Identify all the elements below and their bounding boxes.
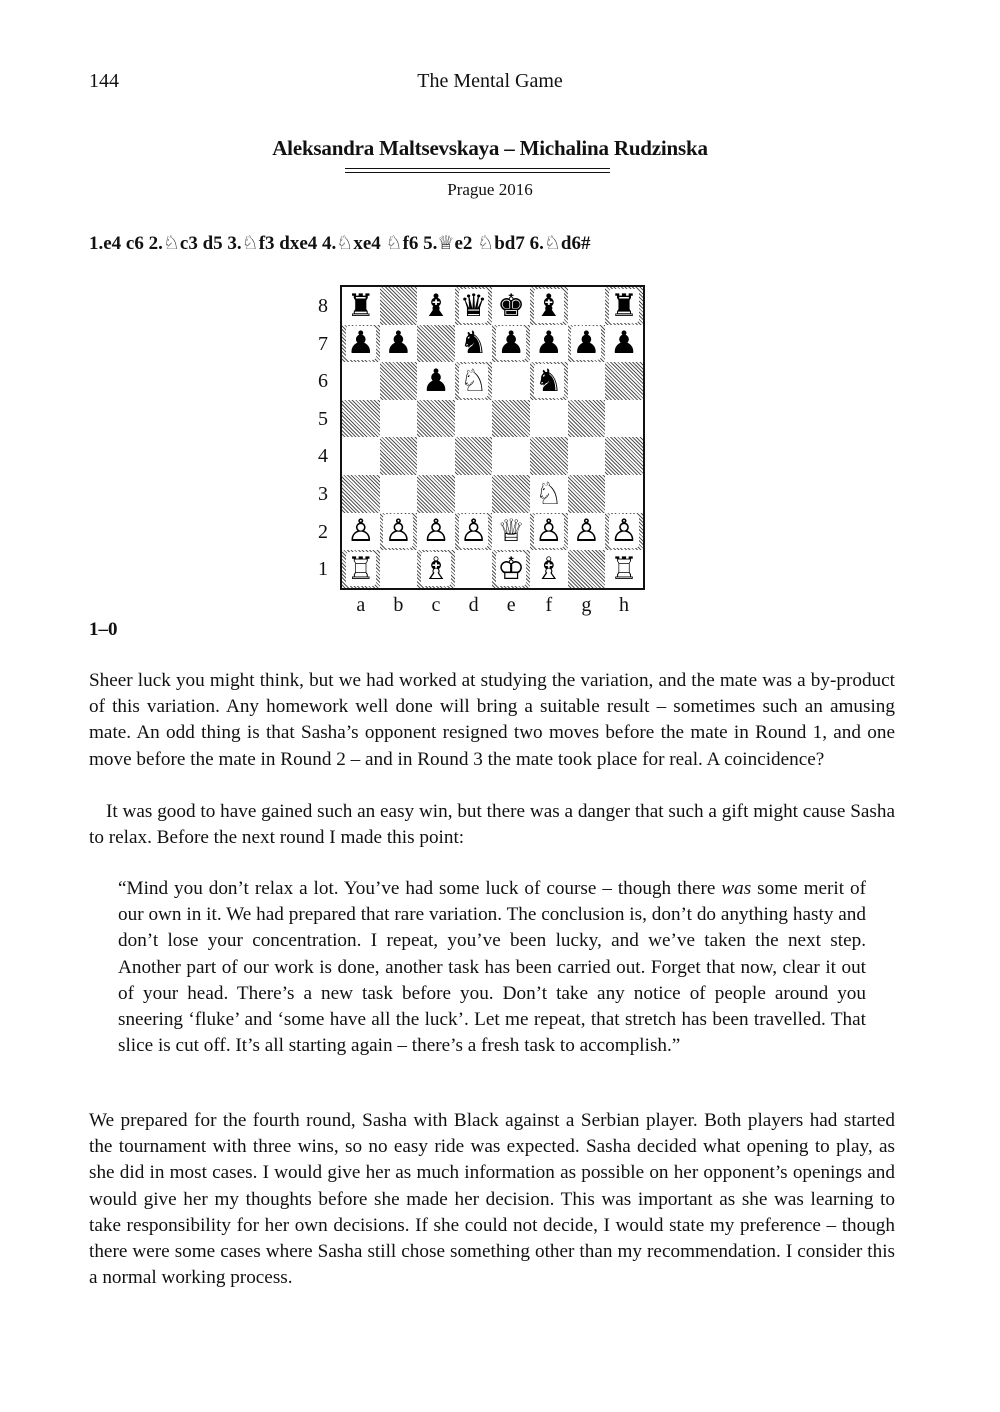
white-pawn-icon: ♙ (534, 513, 563, 550)
square-e3 (492, 475, 530, 513)
square-g4 (568, 437, 606, 475)
running-head: The Mental Game (417, 70, 563, 92)
file-label: b (393, 594, 404, 616)
square-e7 (492, 325, 530, 363)
square-d7 (455, 325, 493, 363)
game-moves (89, 232, 590, 255)
square-e8 (492, 287, 530, 325)
square-d3 (455, 475, 493, 513)
square-h5 (605, 400, 643, 438)
black-knight-icon: ♞ (459, 325, 488, 362)
square-a1 (342, 550, 380, 588)
body-paragraph: We prepared for the fourth round, Sasha with Black against a Serbian player. Both players had started the tournament with three wins, so no easy ride was expected. Sasha decided what opening to play, as she did in most cases. I would give her as much information as possible on her opponent’s openings and would give her my thoughts before she made her decision. This was important as she was learning to take responsibility for her own decisions. If she could not decide, I would state my preference – though there were some cases where Sasha still chose something other than my recommendation. I consider this a normal working process. (89, 1110, 895, 1289)
black-pawn-icon: ♟ (572, 325, 601, 362)
square-a2 (342, 513, 380, 551)
square-h6 (605, 362, 643, 400)
black-rook-icon: ♜ (346, 287, 375, 324)
square-a3 (342, 475, 380, 513)
figurine-glyph: ♕ (437, 232, 455, 254)
white-bishop-icon: ♗ (534, 550, 563, 587)
square-h3 (605, 475, 643, 513)
game-result: 1–0 (89, 619, 118, 640)
page-number: 144 (89, 70, 119, 92)
move-text: e2 (454, 233, 478, 254)
white-pawn-icon: ♙ (422, 513, 450, 550)
rank-label: 5 (318, 407, 328, 430)
square-a8 (342, 287, 380, 325)
rank-label: 8 (318, 295, 328, 317)
figurine-glyph: ♘ (385, 232, 403, 254)
file-label: d (468, 594, 479, 616)
figurine-glyph: ♘ (336, 232, 354, 254)
black-queen-icon: ♛ (459, 287, 488, 324)
square-g8 (568, 287, 606, 325)
square-f5 (530, 400, 568, 438)
black-pawn-icon: ♟ (384, 325, 413, 362)
square-c7 (417, 325, 455, 363)
white-pawn-icon: ♙ (572, 513, 601, 550)
block-quote (118, 876, 866, 1059)
square-c5 (417, 400, 455, 438)
square-c1 (417, 550, 455, 588)
quote-text: some merit of our own in it. We had prepared that rare variation. The conclusion is, don’t do anything hasty and don’t lose your concentration. I repeat, you’ve been lucky, and we’ve taken the next step. Another part of our work is done, another task has been carried out. Forget that now, clear it out of your head. There’s a new task before you. Don’t take any notice of people around you sneering ‘fluke’ and ‘some have all the luck’. Let me repeat, that stretch has been travelled. That slice is cut off. It’s all starting again – there’s a fresh task to accomplish.” (118, 878, 866, 1057)
square-d2 (455, 513, 493, 551)
file-label: h (618, 594, 629, 616)
square-f4 (530, 437, 568, 475)
figurine-glyph: ♘ (241, 232, 259, 254)
square-b3 (380, 475, 418, 513)
square-b8 (380, 287, 418, 325)
black-bishop-icon: ♝ (422, 287, 450, 324)
black-bishop-icon: ♝ (534, 287, 563, 324)
square-c3 (417, 475, 455, 513)
square-h4 (605, 437, 643, 475)
square-g7 (568, 325, 606, 363)
body-paragraph: Sheer luck you might think, but we had worked at studying the variation, and the mate was a by-product of this variation. Any homework well done will bring a suitable result – sometimes such an amusing mate. An odd thing is that Sasha’s opponent resigned two moves before the mate in Round 1, and one move before the mate in Round 2 – and in Round 3 the mate took place for real. A coincidence? (89, 670, 895, 770)
white-rook-icon: ♖ (346, 550, 375, 587)
file-label: a (356, 594, 366, 616)
square-e5 (492, 400, 530, 438)
square-b2 (380, 513, 418, 551)
square-g5 (568, 400, 606, 438)
file-label: g (581, 594, 592, 616)
white-pawn-icon: ♙ (610, 513, 638, 550)
black-knight-icon: ♞ (534, 362, 563, 399)
square-f8 (530, 287, 568, 325)
white-rook-icon: ♖ (610, 550, 638, 587)
move-text: xe4 (353, 233, 386, 254)
square-f3 (530, 475, 568, 513)
rank-label: 2 (318, 520, 328, 543)
square-a4 (342, 437, 380, 475)
game-event: Prague 2016 (447, 180, 533, 199)
black-pawn-icon: ♟ (497, 325, 526, 362)
chess-board (340, 285, 645, 590)
file-label: f (545, 594, 553, 616)
move-text: bd7 6. (494, 233, 544, 254)
square-f2 (530, 513, 568, 551)
square-c6 (417, 362, 455, 400)
white-pawn-icon: ♙ (346, 513, 375, 550)
figurine-glyph: ♘ (477, 232, 495, 254)
file-label: e (506, 594, 516, 616)
square-a5 (342, 400, 380, 438)
square-b1 (380, 550, 418, 588)
rank-label: 1 (318, 558, 328, 581)
white-bishop-icon: ♗ (422, 550, 450, 587)
square-d4 (455, 437, 493, 475)
white-king-icon: ♔ (497, 550, 526, 587)
square-g3 (568, 475, 606, 513)
square-b5 (380, 400, 418, 438)
white-knight-icon: ♘ (534, 475, 563, 512)
square-c4 (417, 437, 455, 475)
square-c8 (417, 287, 455, 325)
figurine-glyph: ♘ (162, 232, 180, 254)
square-d8 (455, 287, 493, 325)
black-pawn-icon: ♟ (534, 325, 563, 362)
black-pawn-icon: ♟ (422, 362, 450, 399)
square-c2 (417, 513, 455, 551)
square-b6 (380, 362, 418, 400)
rank-label: 7 (318, 332, 328, 355)
file-label: c (431, 594, 441, 616)
square-a6 (342, 362, 380, 400)
move-text: d6# (560, 233, 591, 254)
square-e1 (492, 550, 530, 588)
white-pawn-icon: ♙ (384, 513, 413, 550)
black-rook-icon: ♜ (610, 287, 638, 324)
rank-label: 3 (318, 483, 328, 505)
quote-emphasis: was (721, 878, 752, 899)
white-queen-icon: ♕ (497, 513, 526, 550)
square-b7 (380, 325, 418, 363)
square-e4 (492, 437, 530, 475)
square-f6 (530, 362, 568, 400)
square-d6 (455, 362, 493, 400)
black-king-icon: ♚ (497, 287, 526, 324)
title-rule-top (345, 168, 610, 169)
square-f7 (530, 325, 568, 363)
move-text: c3 d5 3. (179, 233, 242, 254)
white-knight-icon: ♘ (459, 362, 488, 399)
black-pawn-icon: ♟ (610, 325, 638, 362)
body-paragraph: It was good to have gained such an easy win, but there was a danger that such a gift might cause Sasha to relax. Before the next round I made this point: (89, 801, 895, 849)
figurine-glyph: ♘ (543, 232, 561, 254)
square-a7 (342, 325, 380, 363)
square-g6 (568, 362, 606, 400)
square-e2 (492, 513, 530, 551)
move-text: f3 dxe4 4. (258, 233, 337, 254)
title-rule-bottom (345, 172, 610, 173)
move-text: 1.e4 c6 2. (89, 233, 163, 254)
square-h8 (605, 287, 643, 325)
square-h1 (605, 550, 643, 588)
square-g2 (568, 513, 606, 551)
square-g1 (568, 550, 606, 588)
game-title: Aleksandra Maltsevskaya – Michalina Rudzinska (272, 136, 708, 160)
white-pawn-icon: ♙ (459, 513, 488, 550)
square-e6 (492, 362, 530, 400)
square-h2 (605, 513, 643, 551)
move-text: f6 5. (402, 233, 438, 254)
square-b4 (380, 437, 418, 475)
rank-label: 6 (318, 370, 328, 393)
square-d5 (455, 400, 493, 438)
black-pawn-icon: ♟ (346, 325, 375, 362)
square-f1 (530, 550, 568, 588)
square-d1 (455, 550, 493, 588)
rank-label: 4 (318, 445, 328, 468)
square-h7 (605, 325, 643, 363)
quote-text: “Mind you don’t relax a lot. You’ve had some luck of course – though there (118, 878, 722, 899)
